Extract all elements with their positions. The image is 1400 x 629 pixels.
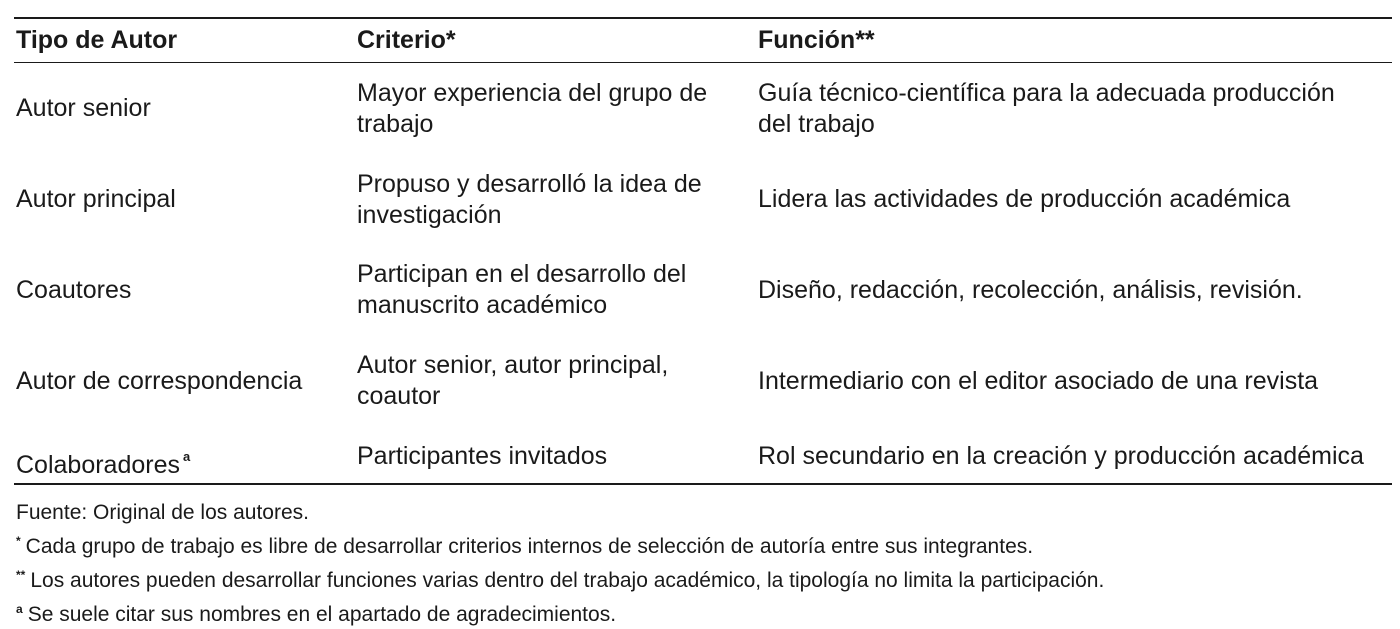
source-note: Fuente: Original de los autores.	[16, 501, 309, 524]
table-header-rule	[14, 62, 1392, 63]
row-5-funcion: Rol secundario en la creación y producción académica	[758, 442, 1364, 470]
footnote-3-text: Se suele citar sus nombres en el apartado de agradecimientos.	[27, 603, 617, 626]
row-2-criterio-line-2: investigación	[357, 201, 502, 229]
footnote-1-mark: *	[16, 534, 21, 548]
row-1-criterio-line-1: Mayor experiencia del grupo de	[357, 79, 708, 107]
footnote-1-text: Cada grupo de trabajo es libre de desarrollar criterios internos de selección de autoría entre sus integrantes.	[25, 535, 1034, 558]
header-funcion: Función**	[758, 26, 875, 54]
header-criterio: Criterio*	[357, 26, 456, 54]
table-top-rule	[14, 17, 1392, 19]
row-1-criterio-line-2: trabajo	[357, 110, 434, 138]
row-1-tipo: Autor senior	[16, 94, 151, 122]
footnote-2-mark: **	[16, 568, 26, 582]
row-3-criterio-line-1: Participan en el desarrollo del	[357, 260, 687, 288]
table-notes	[16, 498, 1104, 629]
table-bottom-rule	[14, 483, 1392, 485]
header-tipo-de-autor: Tipo de Autor	[16, 26, 178, 54]
footnote-3-mark: a	[16, 602, 23, 616]
footnote-2-text: Los autores pueden desarrollar funciones varias dentro del trabajo académico, la tipología no limita la participación.	[30, 569, 1105, 592]
row-4-criterio-line-1: Autor senior, autor principal,	[357, 351, 669, 379]
row-4-funcion: Intermediario con el editor asociado de una revista	[758, 367, 1319, 395]
row-2-funcion: Lidera las actividades de producción académica	[758, 185, 1291, 213]
row-5-criterio: Participantes invitados	[357, 442, 608, 470]
row-3-funcion: Diseño, redacción, recolección, análisis, revisión.	[758, 276, 1303, 304]
row-1-funcion-line-2: del trabajo	[758, 110, 875, 138]
row-5-tipo-text: Colaboradores	[16, 451, 180, 479]
row-4-tipo: Autor de correspondencia	[16, 367, 303, 395]
row-5-tipo	[16, 441, 190, 481]
row-1-funcion-line-1: Guía técnico-científica para la adecuada producción	[758, 79, 1335, 107]
row-3-tipo: Coautores	[16, 276, 132, 304]
row-2-tipo: Autor principal	[16, 185, 176, 213]
row-4-criterio-line-2: coautor	[357, 382, 441, 410]
footnote-1	[16, 527, 1104, 561]
row-2-criterio-line-1: Propuso y desarrolló la idea de	[357, 170, 702, 198]
row-5-footnote-mark: a	[183, 449, 191, 464]
footnote-2	[16, 561, 1104, 595]
row-3-criterio-line-2: manuscrito académico	[357, 291, 608, 319]
